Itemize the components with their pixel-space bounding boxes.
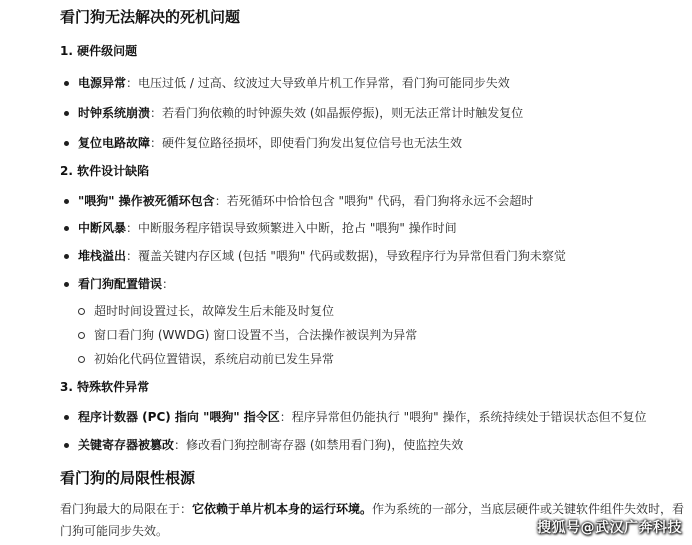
item-lead: 复位电路故障: [78, 136, 151, 150]
para-before: 看门狗最大的局限在于：: [60, 502, 193, 516]
item-text: ：电压过低 / 过高、纹波过大导致单片机工作异常，看门狗可能同步失效: [126, 76, 510, 90]
sub-item-text: 超时时间设置过长，故障发生后未能及时复位: [94, 304, 335, 318]
bullet-icon: [64, 226, 69, 231]
secondary-heading: 看门狗的局限性根源: [60, 469, 196, 487]
item-text: ：修改看门狗控制寄存器 (如禁用看门狗)，使监控失效: [174, 438, 464, 452]
item-lead: 时钟系统崩溃: [78, 106, 151, 120]
item-lead: 看门狗配置错误: [78, 277, 163, 291]
item-text: ：若看门狗依赖的时钟源失效 (如晶振停振)，则无法正常计时触发复位: [150, 106, 524, 120]
item-lead: "喂狗" 操作被死循环包含: [78, 194, 215, 208]
item-text: ：覆盖关键内存区域 (包括 "喂狗" 代码或数据)，导致程序行为异常但看门狗未察觉: [126, 249, 566, 263]
item-lead: 中断风暴: [78, 221, 127, 235]
circle-bullet-icon: [78, 332, 85, 339]
watermark: 搜狐号@武汉广奔科技: [537, 520, 682, 536]
item-lead: 电源异常: [78, 76, 127, 90]
sub-item-text: 窗口看门狗 (WWDG) 窗口设置不当，合法操作被误判为异常: [94, 328, 418, 342]
item-text: ：若死循环中恰恰包含 "喂狗" 代码，看门狗将永远不会超时: [214, 194, 534, 208]
section-title-software: 2. 软件设计缺陷: [60, 164, 150, 178]
bullet-icon: [64, 81, 69, 86]
bullet-icon: [64, 415, 69, 420]
para-after: 作为系统的一部分，当底层硬件或关键软件组件失效时，看门狗可能同步失效。: [60, 502, 685, 538]
item-lead: 程序计数器 (PC) 指向 "喂狗" 指令区: [78, 410, 280, 424]
section-title-special: 3. 特殊软件异常: [60, 380, 150, 394]
circle-bullet-icon: [78, 308, 85, 315]
bullet-icon: [64, 282, 69, 287]
item-text: ：程序异常但仍能执行 "喂狗" 操作，系统持续处于错误状态但不复位: [279, 410, 647, 424]
item-text: ：中断服务程序错误导致频繁进入中断，抢占 "喂狗" 操作时间: [126, 221, 457, 235]
bullet-icon: [64, 254, 69, 259]
sub-item-text: 初始化代码位置错误，系统启动前已发生异常: [94, 352, 335, 366]
section-title-hardware: 1. 硬件级问题: [60, 44, 138, 58]
item-text: ：: [162, 277, 175, 291]
item-lead: 堆栈溢出: [78, 249, 127, 263]
bullet-icon: [64, 199, 69, 204]
bullet-icon: [64, 443, 69, 448]
circle-bullet-icon: [78, 356, 85, 363]
bullet-icon: [64, 141, 69, 146]
main-heading: 看门狗无法解决的死机问题: [60, 8, 241, 26]
item-lead: 关键寄存器被篡改: [78, 438, 175, 452]
bullet-icon: [64, 111, 69, 116]
item-text: ：硬件复位路径损坏，即使看门狗发出复位信号也无法生效: [150, 136, 463, 150]
para-strong: 它依赖于单片机本身的运行环境。: [192, 502, 373, 516]
